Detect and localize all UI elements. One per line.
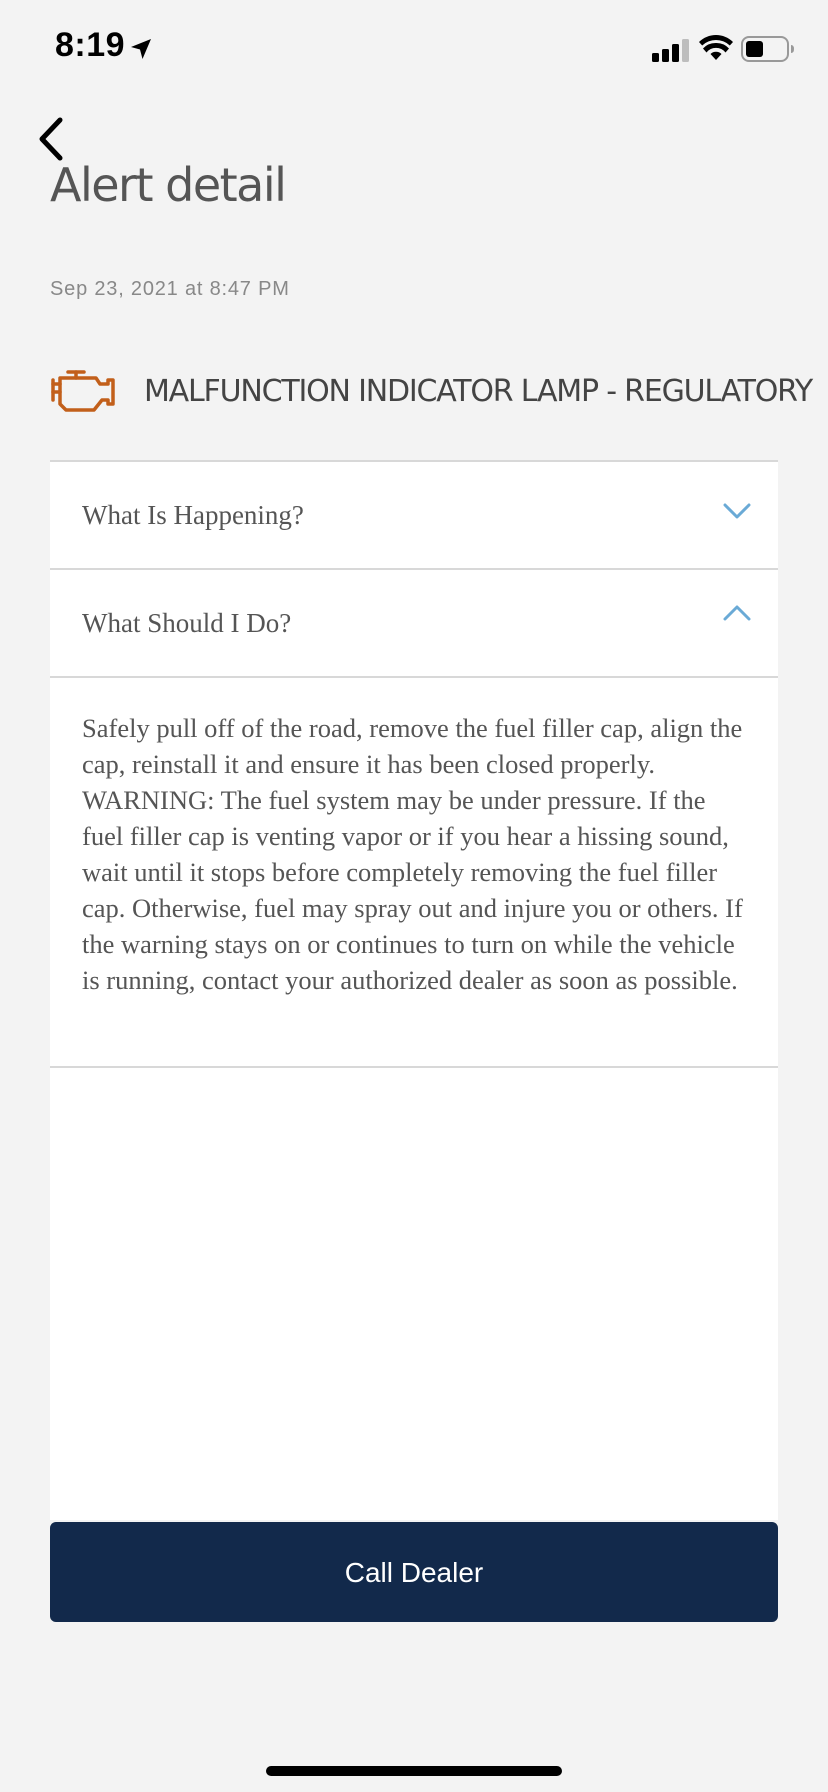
chevron-down-icon <box>722 500 752 522</box>
accordion-what-should-i-do[interactable] <box>50 570 778 676</box>
alert-title: MALFUNCTION INDICATOR LAMP - REGULATORY <box>144 374 812 409</box>
alert-detail-card <box>50 460 778 1520</box>
status-time: 8:19 <box>55 26 126 64</box>
divider <box>50 1066 778 1068</box>
location-arrow-icon <box>128 36 154 62</box>
alert-header <box>50 362 812 422</box>
battery-icon <box>741 35 795 63</box>
accordion-label: What Is Happening? <box>82 500 304 530</box>
back-button[interactable] <box>32 114 76 164</box>
home-indicator <box>266 1766 562 1776</box>
alert-timestamp: Sep 23, 2021 at 8:47 PM <box>50 278 290 300</box>
call-dealer-button[interactable]: Call Dealer <box>50 1522 778 1622</box>
chevron-up-icon <box>722 602 752 624</box>
accordion-body-text: Safely pull off of the road, remove the fuel filler cap, align the cap, reinstall it and ensure it has been closed properly. WARNING: The fuel system may be under pressure. If the fuel filler cap is venting vapor or if you hear a hissing sound, wait until it stops before completely removing the fuel filler cap. Otherwise, fuel may spray out and injure you or others. If the warning stays on or continues to turn on while the vehicle is running, contact your authorized dealer as soon as possible. <box>82 713 743 995</box>
accordion-label: What Should I Do? <box>82 608 292 638</box>
page-title: Alert detail <box>50 158 286 212</box>
check-engine-icon <box>50 368 116 416</box>
wifi-icon <box>699 34 733 62</box>
cellular-signal-icon <box>652 38 690 62</box>
status-bar <box>0 0 828 100</box>
divider <box>50 676 778 678</box>
accordion-what-is-happening[interactable] <box>50 462 778 568</box>
